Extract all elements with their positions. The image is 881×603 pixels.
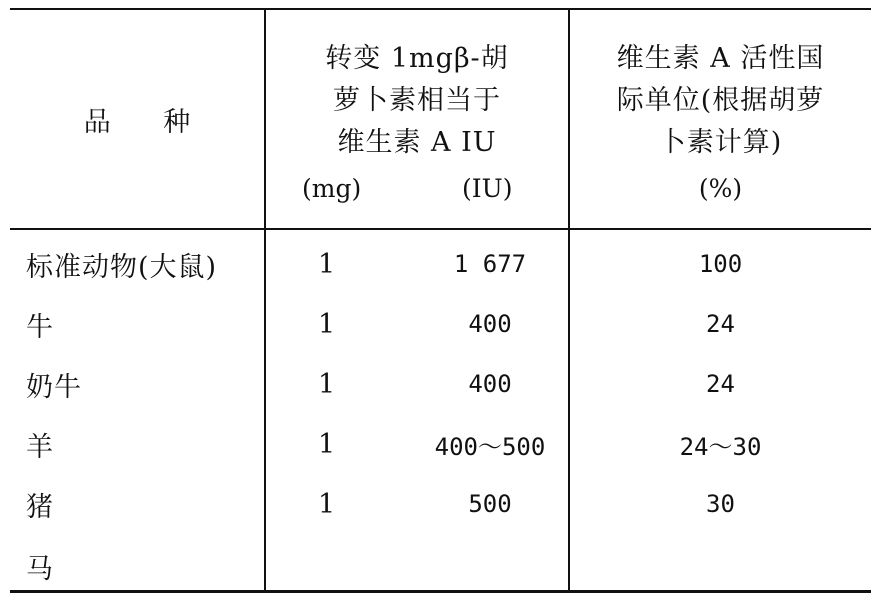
row-mg: 1 <box>318 368 336 400</box>
row-iu: 400 <box>468 370 512 398</box>
row-percent: 24 <box>706 370 735 398</box>
table-row <box>10 234 871 294</box>
header-activity-text <box>570 38 871 164</box>
header-activity-line-2: 际单位(根据胡萝 <box>616 85 825 116</box>
header-activity-line-1: 维生素 A 活性国 <box>616 43 825 74</box>
row-percent: 30 <box>706 490 735 518</box>
header-conversion-text <box>266 38 568 164</box>
row-iu <box>404 536 576 596</box>
row-mg: 1 <box>318 488 336 520</box>
row-percent: 100 <box>698 250 743 278</box>
header-activity <box>570 10 871 228</box>
row-variety: 标准动物(大鼠) <box>26 251 218 283</box>
row-variety: 奶牛 <box>26 371 82 403</box>
header-conversion-line-1: 转变 1mgβ-胡 <box>325 43 509 74</box>
row-iu: 500 <box>468 490 512 518</box>
header-bottom-rule <box>10 228 871 230</box>
header-conversion <box>266 10 568 228</box>
row-variety: 马 <box>26 553 54 585</box>
header-conversion-line-2: 萝卜素相当于 <box>333 85 501 116</box>
row-iu: 400～500 <box>434 432 546 461</box>
header-conversion-line-3: 维生素 A IU <box>337 127 497 158</box>
row-variety: 羊 <box>26 431 54 463</box>
table-row <box>10 294 871 354</box>
row-mg: 1 <box>318 308 336 340</box>
row-percent: 24 <box>706 310 735 338</box>
header-unit-iu: (IU) <box>462 174 513 203</box>
row-variety: 牛 <box>26 311 54 343</box>
row-mg: 1 <box>318 248 336 280</box>
header-variety: 品 种 <box>83 106 213 138</box>
header-unit-percent: (%) <box>698 174 743 203</box>
row-percent: 24～30 <box>679 432 762 461</box>
row-iu: 400 <box>468 310 512 338</box>
header-unit-mg: (mg) <box>302 174 362 203</box>
header-activity-line-3: 卜素计算) <box>658 127 783 158</box>
row-percent <box>570 536 871 596</box>
table-row <box>10 536 871 596</box>
table-row <box>10 414 871 474</box>
row-iu: 1 677 <box>453 250 527 278</box>
row-variety: 猪 <box>26 491 54 523</box>
table-row <box>10 354 871 414</box>
row-mg: 1 <box>318 428 336 460</box>
table-row <box>10 474 871 534</box>
